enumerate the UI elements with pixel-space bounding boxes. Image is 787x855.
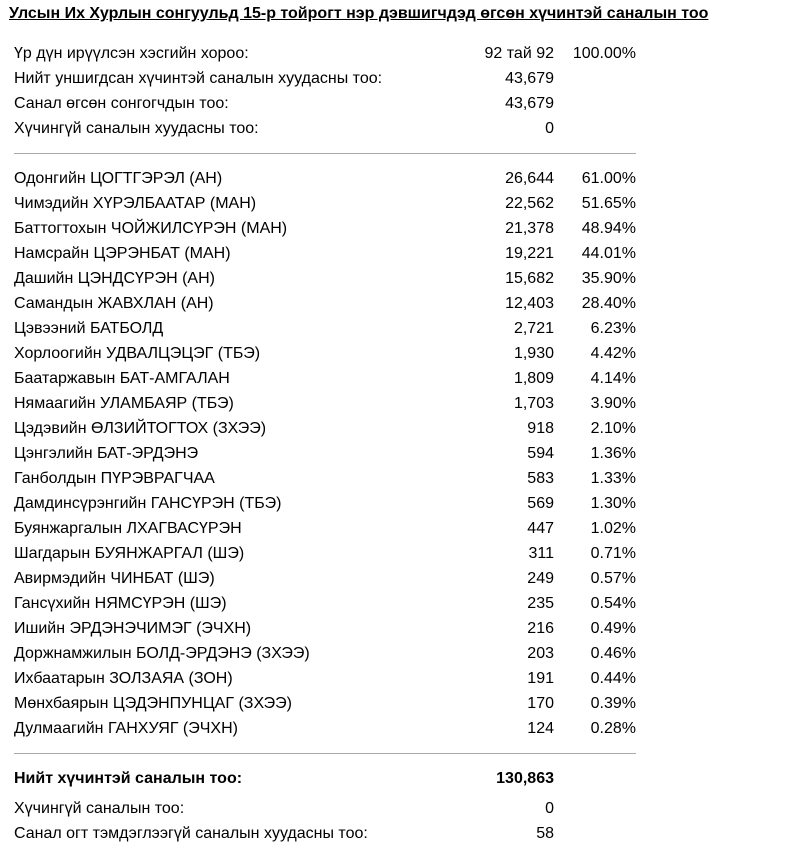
total-value: 130,863 <box>496 770 554 787</box>
candidate-name: Шагдарын БУЯНЖАРГАЛ (ШЭ) <box>14 545 245 562</box>
candidate-percent: 2.10% <box>590 420 636 437</box>
candidate-votes: 2,721 <box>513 320 554 337</box>
candidate-name: Авирмэдийн ЧИНБАТ (ШЭ) <box>14 570 215 587</box>
candidate-percent: 0.44% <box>590 670 636 687</box>
candidate-row <box>14 393 636 415</box>
candidate-percent: 51.65% <box>581 195 636 212</box>
total-valid-votes-row <box>14 768 636 790</box>
candidate-percent: 3.90% <box>590 395 636 412</box>
candidate-percent: 0.28% <box>590 720 636 737</box>
candidate-name: Самандын ЖАВХЛАН (АН) <box>14 295 214 312</box>
candidate-name: Дашийн ЦЭНДСҮРЭН (АН) <box>14 270 215 287</box>
candidate-votes: 216 <box>527 620 554 637</box>
candidate-votes: 15,682 <box>505 270 554 287</box>
summary-row-invalid-ballots <box>14 118 636 140</box>
candidate-votes: 235 <box>527 595 554 612</box>
candidate-row <box>14 368 636 390</box>
candidate-votes: 311 <box>528 545 554 562</box>
candidate-votes: 124 <box>527 720 554 737</box>
candidate-row <box>14 168 636 190</box>
candidate-name: Чимэдийн ХҮРЭЛБААТАР (МАН) <box>14 195 257 212</box>
candidate-row <box>14 493 636 515</box>
candidate-row <box>14 243 636 265</box>
candidate-percent: 35.90% <box>581 270 636 287</box>
candidate-row <box>14 543 636 565</box>
candidate-row <box>14 518 636 540</box>
candidate-votes: 918 <box>527 420 554 437</box>
candidate-percent: 0.46% <box>590 645 636 662</box>
candidate-votes: 19,221 <box>505 245 554 262</box>
candidate-percent: 0.39% <box>590 695 636 712</box>
summary-row-districts <box>14 43 636 65</box>
page-title: Улсын Их Хурлын сонгуульд 15-р тойрогт нэр дэвшигчдэд өгсөн хүчинтэй саналын тоо <box>9 5 709 22</box>
candidate-name: Гансүхийн НЯМСҮРЭН (ШЭ) <box>14 595 227 612</box>
summary-label: Хүчингүй саналын хуудасны тоо: <box>14 120 259 137</box>
summary-value: 92 тай 92 <box>484 45 554 62</box>
candidate-row <box>14 293 636 315</box>
blank-value: 58 <box>536 825 554 842</box>
candidate-name: Дулмаагийн ГАНХУЯГ (ЭЧХН) <box>14 720 238 737</box>
summary-value: 0 <box>545 120 554 137</box>
candidate-votes: 594 <box>527 445 554 462</box>
candidate-name: Цэдэвийн ӨЛЗИЙТОГТОХ (ЗХЭЭ) <box>14 420 267 437</box>
blank-ballots-row <box>14 823 636 845</box>
summary-percent: 100.00% <box>572 45 636 62</box>
candidate-row <box>14 643 636 665</box>
candidate-name: Мөнхбаярын ЦЭДЭНПУНЦАГ (ЗХЭЭ) <box>14 695 292 712</box>
candidate-votes: 249 <box>527 570 554 587</box>
candidate-votes: 447 <box>527 520 554 537</box>
invalid-value: 0 <box>545 800 554 817</box>
candidate-percent: 6.23% <box>590 320 636 337</box>
candidate-name: Баттогтохын ЧОЙЖИЛСҮРЭН (МАН) <box>14 220 288 237</box>
candidate-name: Ганболдын ПҮРЭВРАГЧАА <box>14 470 215 487</box>
candidate-row <box>14 468 636 490</box>
candidate-name: Нямаагийн УЛАМБАЯР (ТБЭ) <box>14 395 234 412</box>
candidate-votes: 569 <box>527 495 554 512</box>
invalid-label: Хүчингүй саналын тоо: <box>14 800 185 817</box>
candidate-percent: 1.02% <box>590 520 636 537</box>
candidate-percent: 1.36% <box>590 445 636 462</box>
summary-row-voters <box>14 93 636 115</box>
candidate-percent: 48.94% <box>581 220 636 237</box>
candidate-row <box>14 418 636 440</box>
candidate-row <box>14 693 636 715</box>
section-divider <box>14 153 636 154</box>
candidate-row <box>14 343 636 365</box>
summary-label: Нийт уншигдсан хүчинтэй саналын хуудасны тоо: <box>14 70 383 87</box>
candidate-votes: 170 <box>527 695 554 712</box>
candidate-percent: 0.54% <box>590 595 636 612</box>
summary-label: Үр дүн ирүүлсэн хэсгийн хороо: <box>14 45 249 62</box>
candidate-row <box>14 568 636 590</box>
candidate-name: Хорлоогийн УДВАЛЦЭЦЭГ (ТБЭ) <box>14 345 261 362</box>
candidate-votes: 1,703 <box>513 395 554 412</box>
candidate-percent: 1.33% <box>590 470 636 487</box>
section-divider <box>14 753 636 754</box>
candidate-row <box>14 318 636 340</box>
candidate-name: Цэвээний БАТБОЛД <box>14 320 164 337</box>
candidate-votes: 1,930 <box>513 345 554 362</box>
candidate-name: Буянжаргалын ЛХАГВАСҮРЭН <box>14 520 242 537</box>
candidate-percent: 4.42% <box>590 345 636 362</box>
candidate-percent: 0.57% <box>590 570 636 587</box>
summary-row-read-ballots <box>14 68 636 90</box>
candidate-votes: 203 <box>527 645 554 662</box>
candidate-row <box>14 618 636 640</box>
candidate-row <box>14 268 636 290</box>
candidate-name: Доржнамжилын БОЛД-ЭРДЭНЭ (ЗХЭЭ) <box>14 645 310 662</box>
candidate-percent: 28.40% <box>581 295 636 312</box>
candidate-row <box>14 443 636 465</box>
candidate-votes: 12,403 <box>505 295 554 312</box>
summary-label: Санал өгсөн сонгогчдын тоо: <box>14 95 229 112</box>
candidate-votes: 22,562 <box>505 195 554 212</box>
summary-value: 43,679 <box>505 95 554 112</box>
candidate-percent: 0.49% <box>590 620 636 637</box>
candidate-votes: 583 <box>527 470 554 487</box>
candidate-name: Цэнгэлийн БАТ-ЭРДЭНЭ <box>14 445 199 462</box>
summary-value: 43,679 <box>505 70 554 87</box>
invalid-votes-row <box>14 798 636 820</box>
candidate-percent: 44.01% <box>581 245 636 262</box>
candidate-row <box>14 593 636 615</box>
candidate-percent: 4.14% <box>590 370 636 387</box>
blank-label: Санал огт тэмдэглээгүй саналын хуудасны тоо: <box>14 825 368 842</box>
candidate-votes: 26,644 <box>505 170 554 187</box>
candidate-name: Ихбаатарын ЗОЛЗАЯА (ЗОН) <box>14 670 233 687</box>
candidate-name: Дамдинсүрэнгийн ГАНСҮРЭН (ТБЭ) <box>14 495 282 512</box>
candidate-percent: 0.71% <box>590 545 636 562</box>
candidate-row <box>14 718 636 740</box>
candidate-name: Баатаржавын БАТ-АМГАЛАН <box>14 370 230 387</box>
candidate-name: Ишийн ЭРДЭНЭЧИМЭГ (ЭЧХН) <box>14 620 252 637</box>
candidate-row <box>14 668 636 690</box>
candidate-name: Намсрайн ЦЭРЭНБАТ (МАН) <box>14 245 231 262</box>
candidate-name: Одонгийн ЦОГТГЭРЭЛ (АН) <box>14 170 223 187</box>
candidate-row <box>14 193 636 215</box>
total-label: Нийт хүчинтэй саналын тоо: <box>14 770 243 787</box>
candidate-percent: 61.00% <box>581 170 636 187</box>
candidate-votes: 191 <box>527 670 554 687</box>
candidate-row <box>14 218 636 240</box>
candidate-votes: 21,378 <box>505 220 554 237</box>
candidate-votes: 1,809 <box>513 370 554 387</box>
candidate-percent: 1.30% <box>590 495 636 512</box>
